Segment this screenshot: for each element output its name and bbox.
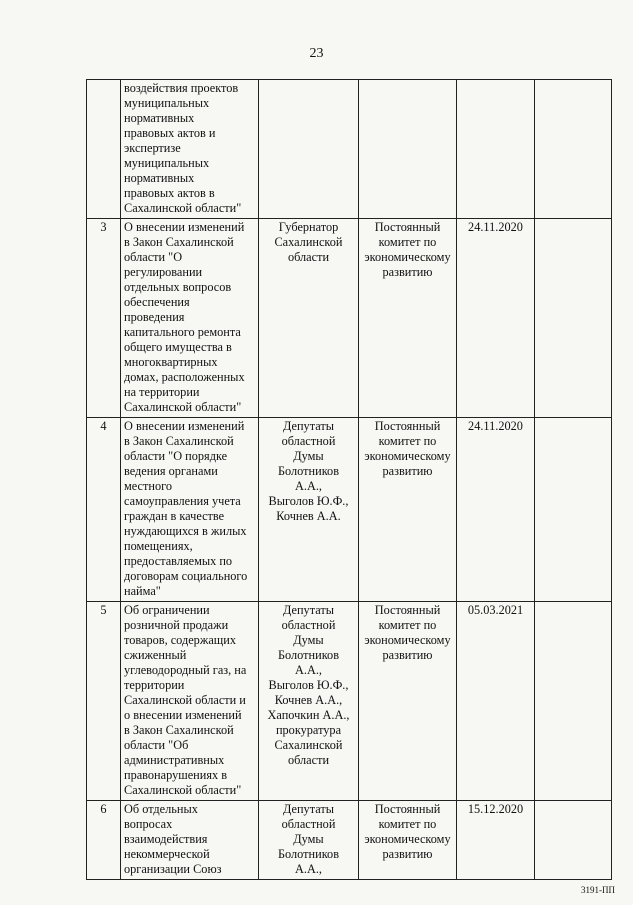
submission-date [457,80,535,219]
row-number: 6 [87,801,121,880]
legislation-table [86,79,612,880]
row-note [535,801,612,880]
row-note [535,602,612,801]
responsible-committee: Постоянный комитет по экономическому развитию [359,801,457,880]
bill-initiator: Депутаты областной Думы Болотников А.А., Выголов Ю.Ф., Кочнев А.А., Хапочкин А.А., прокуратура Сахалинской области [259,602,359,801]
row-note [535,219,612,418]
responsible-committee [359,80,457,219]
bill-title: Об отдельных вопросах взаимодействия некоммерческой организации Союз [121,801,259,880]
submission-date: 24.11.2020 [457,418,535,602]
table-row [87,602,612,801]
bill-initiator: Губернатор Сахалинской области [259,219,359,418]
page-number: 23 [309,46,324,61]
row-note [535,80,612,219]
table-row [87,418,612,602]
row-number [87,80,121,219]
row-number: 5 [87,602,121,801]
submission-date: 24.11.2020 [457,219,535,418]
submission-date: 05.03.2021 [457,602,535,801]
table-row [87,801,612,880]
row-note [535,418,612,602]
table-row [87,80,612,219]
submission-date: 15.12.2020 [457,801,535,880]
table-row [87,219,612,418]
bill-initiator: Депутаты областной Думы Болотников А.А., [259,801,359,880]
document-code: 3191-ПП [581,885,615,895]
row-number: 4 [87,418,121,602]
responsible-committee: Постоянный комитет по экономическому развитию [359,602,457,801]
row-number: 3 [87,219,121,418]
bill-title: О внесении изменений в Закон Сахалинской области "О регулировании отдельных вопросов обеспечения проведения капитального ремонта общего имущества в многоквартирных домах, расположенных на территории Сахалинской области" [121,219,259,418]
bill-title: О внесении изменений в Закон Сахалинской области "О порядке ведения органами местного самоуправления учета граждан в качестве нуждающихся в жилых помещениях, предоставляемых по договорам социального найма" [121,418,259,602]
bill-initiator: Депутаты областной Думы Болотников А.А., Выголов Ю.Ф., Кочнев А.А. [259,418,359,602]
bill-initiator [259,80,359,219]
bill-title: Об ограничении розничной продажи товаров, содержащих сжиженный углеводородный газ, на территории Сахалинской области и о внесении изменений в Закон Сахалинской области "Об административных правонарушениях в Сахалинской области" [121,602,259,801]
bill-title: воздействия проектов муниципальных нормативных правовых актов и экспертизе муниципальных нормативных правовых актов в Сахалинской области" [121,80,259,219]
responsible-committee: Постоянный комитет по экономическому развитию [359,418,457,602]
responsible-committee: Постоянный комитет по экономическому развитию [359,219,457,418]
